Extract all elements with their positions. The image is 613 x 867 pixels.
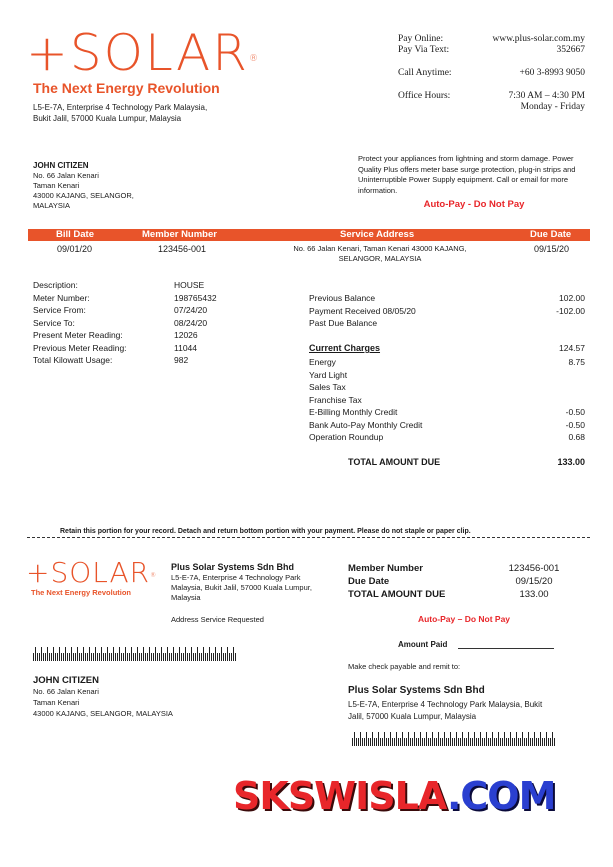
- barcode-bar: [520, 738, 521, 746]
- barcode-bar: [177, 653, 178, 661]
- barcode-bar: [514, 738, 515, 746]
- barcode-bar: [125, 647, 126, 661]
- barcode-bar: [380, 738, 381, 746]
- barcode-bar: [33, 653, 34, 661]
- barcode-bar: [532, 738, 533, 746]
- stub-company: Plus Solar Systems Sdn Bhd L5-E-7A, Enterprise 4 Technology Park Malaysia, Bukit Jalil, 57000 Kuala Lumpur, Malaysia: [171, 562, 312, 602]
- charge-labels: Energy Yard Light Sales Tax Franchise Tax E-Billing Monthly Credit Bank Auto-Pay Monthly Credit Operation Roundup: [309, 357, 423, 442]
- header-service-address: Service Address: [340, 229, 415, 240]
- current-charges-title: Current Charges: [309, 343, 381, 353]
- barcode-bar: [370, 738, 371, 746]
- barcode-bar: [141, 653, 142, 661]
- barcode-bar: [362, 738, 363, 746]
- barcode-bar: [404, 738, 405, 746]
- barcode-bar: [231, 653, 232, 661]
- barcode-bar: [432, 732, 433, 746]
- barcode-bar: [368, 738, 369, 746]
- barcode-bar: [95, 647, 96, 661]
- barcode-bar: [161, 647, 162, 661]
- barcode-bar: [61, 653, 62, 661]
- stub-logo: +SOLAR®: [26, 556, 158, 589]
- barcode-bar: [444, 732, 445, 746]
- barcode-bar: [157, 653, 158, 661]
- contact-value-text: 352667: [556, 45, 585, 55]
- barcode-bar: [211, 653, 212, 661]
- barcode-bar: [59, 647, 60, 661]
- barcode-bar: [398, 738, 399, 746]
- barcode-bar: [77, 647, 78, 661]
- barcode-bar: [406, 738, 407, 746]
- barcode-bar: [181, 653, 182, 661]
- barcode-bar: [452, 738, 453, 746]
- barcode-bar: [536, 738, 537, 746]
- barcode-bar: [137, 647, 138, 661]
- barcode-bar: [422, 738, 423, 746]
- barcode-bar: [79, 653, 80, 661]
- barcode-bar: [414, 732, 415, 746]
- barcode-bar: [35, 647, 36, 661]
- watermark: SKSWISLA.COM: [233, 774, 556, 818]
- service-address-value: No. 66 Jalan Kenari, Taman Kenari 43000 KAJANG, SELANGOR, MALAYSIA: [293, 244, 467, 263]
- bill-date-value: 09/01/20: [57, 244, 93, 254]
- contact-label-hours: Office Hours:: [398, 91, 451, 101]
- barcode-bar: [448, 738, 449, 746]
- barcode-bar: [149, 647, 150, 661]
- barcode-bar: [474, 732, 475, 746]
- barcode-bar: [396, 732, 397, 746]
- barcode-bar: [454, 738, 455, 746]
- barcode-bar: [47, 647, 48, 661]
- amount-paid-label: Amount Paid: [398, 640, 448, 649]
- barcode-bar: [518, 738, 519, 746]
- barcode-bar: [45, 653, 46, 661]
- total-value: 133.00: [557, 457, 585, 467]
- barcode-bar: [508, 738, 509, 746]
- barcode-bar: [394, 738, 395, 746]
- barcode-bar: [522, 732, 523, 746]
- barcode-bar: [552, 732, 553, 746]
- barcode-bar: [53, 647, 54, 661]
- barcode-bar: [115, 653, 116, 661]
- barcode-bar: [402, 732, 403, 746]
- contact-label-call: Call Anytime:: [398, 68, 452, 78]
- barcode-bar: [91, 653, 92, 661]
- barcode-bar: [530, 738, 531, 746]
- barcode-bar: [542, 738, 543, 746]
- barcode-bar: [468, 732, 469, 746]
- stub-tagline: The Next Energy Revolution: [31, 588, 132, 597]
- stub-customer: JOHN CITIZEN No. 66 Jalan Kenari Taman Kenari 43000 KAJANG, SELANGOR, MALAYSIA: [33, 675, 173, 718]
- barcode-bar: [540, 732, 541, 746]
- barcode-bar: [69, 653, 70, 661]
- barcode-bar: [55, 653, 56, 661]
- barcode-bar: [233, 647, 234, 661]
- barcode-bar: [71, 647, 72, 661]
- barcode-bar: [466, 738, 467, 746]
- barcode-bar: [428, 738, 429, 746]
- barcode-bar: [416, 738, 417, 746]
- barcode-bar: [201, 653, 202, 661]
- barcode-bar: [67, 653, 68, 661]
- barcode-bar: [458, 738, 459, 746]
- barcode-bar: [446, 738, 447, 746]
- barcode-bar: [103, 653, 104, 661]
- balance-labels: Previous Balance Payment Received 08/05/20 Past Due Balance: [309, 293, 416, 328]
- barcode-bar: [75, 653, 76, 661]
- total-label: TOTAL AMOUNT DUE: [348, 457, 441, 467]
- barcode-bar: [372, 732, 373, 746]
- barcode-bar: [480, 732, 481, 746]
- barcode-bar: [205, 653, 206, 661]
- barcode-bar: [546, 732, 547, 746]
- barcode-bar: [498, 732, 499, 746]
- barcode-bar: [219, 653, 220, 661]
- barcode-bar: [412, 738, 413, 746]
- barcode-bar: [358, 738, 359, 746]
- barcode-bar: [135, 653, 136, 661]
- barcode-bar: [462, 732, 463, 746]
- contact-value-website[interactable]: www.plus-solar.com.my: [492, 34, 585, 44]
- member-number-value: 123456-001: [158, 244, 207, 254]
- barcode-bar: [189, 653, 190, 661]
- due-date-value: 09/15/20: [534, 244, 570, 254]
- barcode-bar: [127, 653, 128, 661]
- barcode-bar: [217, 653, 218, 661]
- barcode-bar: [197, 647, 198, 661]
- barcode-bar: [376, 738, 377, 746]
- contact-label-pay-online: Pay Online:: [398, 34, 444, 44]
- barcode-bar: [43, 653, 44, 661]
- barcode-bar: [155, 647, 156, 661]
- barcode-bar: [183, 653, 184, 661]
- barcode-bar: [81, 653, 82, 661]
- barcode-bar: [57, 653, 58, 661]
- barcode-bar: [354, 732, 355, 746]
- autopay-notice: Auto-Pay - Do Not Pay: [423, 199, 525, 210]
- barcode-left: [33, 647, 236, 661]
- barcode-bar: [179, 647, 180, 661]
- barcode-bar: [163, 653, 164, 661]
- barcode-bar: [193, 653, 194, 661]
- barcode-bar: [209, 647, 210, 661]
- barcode-bar: [41, 647, 42, 661]
- barcode-bar: [470, 738, 471, 746]
- stub-autopay: Auto-Pay – Do Not Pay: [417, 614, 511, 624]
- barcode-right: [352, 732, 555, 746]
- barcode-bar: [464, 738, 465, 746]
- barcode-bar: [113, 647, 114, 661]
- barcode-bar: [159, 653, 160, 661]
- barcode-bar: [528, 732, 529, 746]
- barcode-bar: [223, 653, 224, 661]
- contact-value-phone: +60 3-8993 9050: [519, 68, 585, 78]
- barcode-bar: [169, 653, 170, 661]
- bill-header-bar: [28, 229, 590, 241]
- barcode-bar: [153, 653, 154, 661]
- contact-label-pay-text: Pay Via Text:: [398, 45, 450, 55]
- barcode-bar: [548, 738, 549, 746]
- barcode-bar: [456, 732, 457, 746]
- barcode-bar: [139, 653, 140, 661]
- barcode-bar: [147, 653, 148, 661]
- barcode-bar: [111, 653, 112, 661]
- barcode-bar: [384, 732, 385, 746]
- meter-details-values: HOUSE 198765432 07/24/20 08/24/20 12026 11044 982: [174, 280, 217, 365]
- tear-notice: Retain this portion for your record. Detach and return bottom portion with your payment. Please do not staple or paper clip.: [60, 528, 471, 535]
- barcode-bar: [408, 732, 409, 746]
- remit-address: L5-E-7A, Enterprise 4 Technology Park Malaysia, Bukit Jalil, 57000 Kuala Lumpur, Malaysia: [348, 700, 543, 721]
- barcode-bar: [49, 653, 50, 661]
- contact-value-hours: 7:30 AM – 4:30 PM: [508, 91, 585, 101]
- contact-value-days: Monday - Friday: [520, 102, 585, 112]
- company-address: L5-E-7A, Enterprise 4 Technology Park Malaysia, Bukit Jalil, 57000 Kuala Lumpur, Malaysia: [33, 103, 208, 123]
- barcode-bar: [97, 653, 98, 661]
- barcode-bar: [538, 738, 539, 746]
- barcode-bar: [472, 738, 473, 746]
- barcode-bar: [504, 732, 505, 746]
- barcode-bar: [434, 738, 435, 746]
- charge-values: 8.75 -0.50 -0.50 0.68: [565, 357, 585, 442]
- barcode-bar: [143, 647, 144, 661]
- barcode-bar: [476, 738, 477, 746]
- barcode-bar: [187, 653, 188, 661]
- barcode-bar: [165, 653, 166, 661]
- barcode-bar: [366, 732, 367, 746]
- barcode-bar: [65, 647, 66, 661]
- barcode-bar: [440, 738, 441, 746]
- barcode-bar: [388, 738, 389, 746]
- protect-notice: Protect your appliances from lightning and storm damage. Power Quality Plus offers meter base surge protection, plug-in strips and Uninterruptible Power Supply equipment. Call or email for more information.: [358, 154, 576, 195]
- barcode-bar: [151, 653, 152, 661]
- barcode-bar: [478, 738, 479, 746]
- barcode-bar: [175, 653, 176, 661]
- barcode-bar: [93, 653, 94, 661]
- barcode-bar: [63, 653, 64, 661]
- barcode-bar: [430, 738, 431, 746]
- barcode-bar: [356, 738, 357, 746]
- header-bill-date: Bill Date: [56, 229, 95, 240]
- barcode-bar: [364, 738, 365, 746]
- barcode-bar: [227, 647, 228, 661]
- barcode-bar: [374, 738, 375, 746]
- barcode-bar: [438, 732, 439, 746]
- address-service-requested: Address Service Requested: [171, 615, 264, 624]
- stub-values: 123456-001 09/15/20 133.00: [508, 563, 560, 600]
- brand-logo: +SOLAR®: [26, 24, 258, 82]
- payable-text: Make check payable and remit to:: [348, 662, 461, 671]
- barcode-bar: [512, 738, 513, 746]
- barcode-bar: [510, 732, 511, 746]
- barcode-bar: [516, 732, 517, 746]
- barcode-bar: [378, 732, 379, 746]
- barcode-bar: [488, 738, 489, 746]
- barcode-bar: [39, 653, 40, 661]
- remit-name: Plus Solar Systems Sdn Bhd: [348, 685, 485, 696]
- customer-name: JOHN CITIZEN: [33, 161, 89, 170]
- barcode-bar: [83, 647, 84, 661]
- tear-line: [27, 537, 590, 538]
- barcode-bar: [235, 653, 236, 661]
- barcode-bar: [171, 653, 172, 661]
- barcode-bar: [195, 653, 196, 661]
- barcode-bar: [129, 653, 130, 661]
- amount-paid-line[interactable]: [458, 648, 554, 649]
- barcode-bar: [85, 653, 86, 661]
- customer-address-block: JOHN CITIZEN No. 66 Jalan Kenari Taman Kenari 43000 KAJANG, SELANGOR, MALAYSIA: [33, 161, 134, 210]
- barcode-bar: [386, 738, 387, 746]
- barcode-bar: [191, 647, 192, 661]
- barcode-bar: [500, 738, 501, 746]
- barcode-bar: [221, 647, 222, 661]
- barcode-bar: [215, 647, 216, 661]
- barcode-bar: [450, 732, 451, 746]
- barcode-bar: [119, 647, 120, 661]
- barcode-bar: [382, 738, 383, 746]
- barcode-bar: [51, 653, 52, 661]
- barcode-bar: [145, 653, 146, 661]
- barcode-bar: [494, 738, 495, 746]
- barcode-bar: [460, 738, 461, 746]
- barcode-bar: [121, 653, 122, 661]
- header-due-date: Due Date: [530, 229, 572, 240]
- barcode-bar: [37, 653, 38, 661]
- barcode-bar: [420, 732, 421, 746]
- meter-details-labels: Description: Meter Number: Service From: Service To: Present Meter Reading: Previous Meter Reading: Total Kilowatt Usage:: [33, 280, 127, 365]
- barcode-bar: [131, 647, 132, 661]
- header-member-number: Member Number: [142, 229, 217, 240]
- barcode-bar: [360, 732, 361, 746]
- barcode-bar: [105, 653, 106, 661]
- barcode-bar: [203, 647, 204, 661]
- barcode-bar: [185, 647, 186, 661]
- barcode-bar: [213, 653, 214, 661]
- barcode-bar: [490, 738, 491, 746]
- barcode-bar: [400, 738, 401, 746]
- barcode-bar: [544, 738, 545, 746]
- barcode-bar: [352, 738, 353, 746]
- barcode-bar: [442, 738, 443, 746]
- barcode-bar: [554, 738, 555, 746]
- barcode-bar: [426, 732, 427, 746]
- barcode-bar: [492, 732, 493, 746]
- barcode-bar: [482, 738, 483, 746]
- barcode-bar: [225, 653, 226, 661]
- barcode-bar: [229, 653, 230, 661]
- barcode-bar: [418, 738, 419, 746]
- barcode-bar: [109, 653, 110, 661]
- barcode-bar: [484, 738, 485, 746]
- barcode-bar: [390, 732, 391, 746]
- barcode-bar: [89, 647, 90, 661]
- barcode-bar: [506, 738, 507, 746]
- barcode-bar: [133, 653, 134, 661]
- barcode-bar: [167, 647, 168, 661]
- barcode-bar: [107, 647, 108, 661]
- barcode-bar: [99, 653, 100, 661]
- barcode-bar: [486, 732, 487, 746]
- barcode-bar: [173, 647, 174, 661]
- current-charges-total: 124.57: [559, 343, 585, 353]
- barcode-bar: [534, 732, 535, 746]
- barcode-bar: [410, 738, 411, 746]
- barcode-bar: [87, 653, 88, 661]
- barcode-bar: [101, 647, 102, 661]
- barcode-bar: [117, 653, 118, 661]
- barcode-bar: [496, 738, 497, 746]
- barcode-bar: [502, 738, 503, 746]
- barcode-bar: [550, 738, 551, 746]
- barcode-bar: [424, 738, 425, 746]
- barcode-bar: [526, 738, 527, 746]
- barcode-bar: [73, 653, 74, 661]
- barcode-bar: [199, 653, 200, 661]
- stub-labels: Member Number Due Date TOTAL AMOUNT DUE: [348, 563, 446, 600]
- barcode-bar: [207, 653, 208, 661]
- barcode-bar: [524, 738, 525, 746]
- barcode-bar: [392, 738, 393, 746]
- balance-values: 102.00 -102.00: [556, 293, 585, 316]
- barcode-bar: [123, 653, 124, 661]
- brand-tagline: The Next Energy Revolution: [33, 80, 220, 96]
- barcode-bar: [436, 738, 437, 746]
